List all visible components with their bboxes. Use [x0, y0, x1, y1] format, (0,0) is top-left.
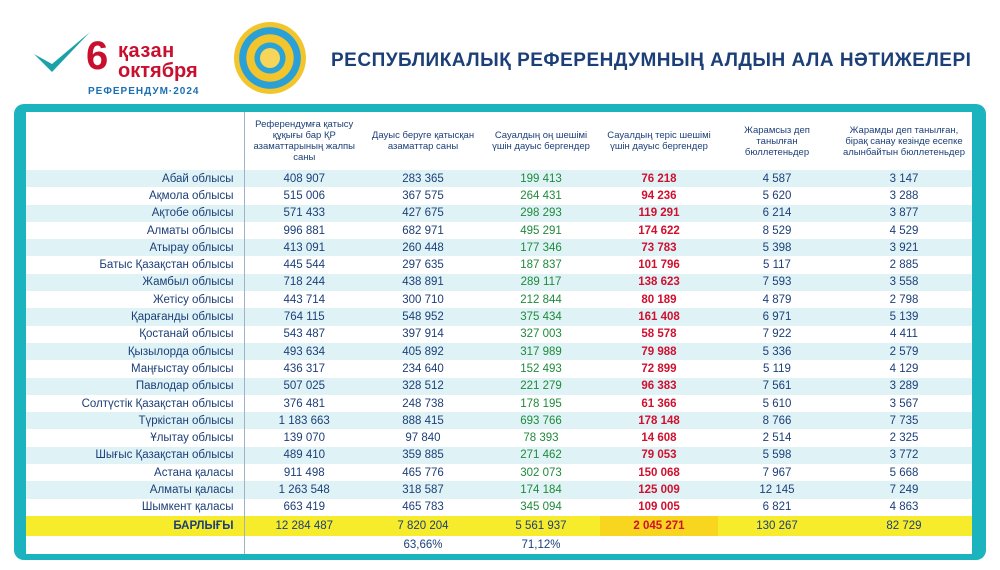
cell-participated: 397 914 — [364, 326, 482, 343]
cell-no: 174 622 — [600, 222, 718, 239]
empty-cell — [600, 536, 718, 554]
cell-invalid: 5 117 — [718, 256, 836, 273]
cell-uncounted: 5 139 — [836, 308, 972, 325]
region-name: Павлодар облысы — [26, 378, 244, 395]
cell-yes: 177 346 — [482, 239, 600, 256]
cell-participated: 283 365 — [364, 170, 482, 187]
cell-no: 79 053 — [600, 447, 718, 464]
cell-no: 101 796 — [600, 256, 718, 273]
cell-uncounted: 3 877 — [836, 205, 972, 222]
header-no: Сауалдың теріс шешімі үшін дауыс бергендер — [607, 130, 711, 152]
cell-no: 138 623 — [600, 274, 718, 291]
cell-eligible: 443 714 — [244, 291, 364, 308]
cell-participated: 888 415 — [364, 412, 482, 429]
region-name: Ұлытау облысы — [26, 429, 244, 446]
table-row — [26, 499, 972, 516]
cell-invalid: 5 119 — [718, 360, 836, 377]
total-row — [26, 516, 972, 536]
cell-eligible: 1 183 663 — [244, 412, 364, 429]
cell-invalid: 6 214 — [718, 205, 836, 222]
results-table — [26, 112, 973, 554]
cell-eligible: 493 634 — [244, 343, 364, 360]
empty-cell — [244, 536, 364, 554]
cell-yes: 187 837 — [482, 256, 600, 273]
cell-participated: 405 892 — [364, 343, 482, 360]
cell-yes: 289 117 — [482, 274, 600, 291]
cell-yes: 199 413 — [482, 170, 600, 187]
state-emblem-icon — [234, 22, 306, 94]
cell-invalid: 5 610 — [718, 395, 836, 412]
cell-eligible: 489 410 — [244, 447, 364, 464]
cell-uncounted: 3 567 — [836, 395, 972, 412]
cell-participated: 260 448 — [364, 239, 482, 256]
cell-uncounted: 7 735 — [836, 412, 972, 429]
header — [0, 0, 1000, 100]
cell-no: 80 189 — [600, 291, 718, 308]
cell-uncounted: 7 249 — [836, 481, 972, 498]
cell-yes: 174 184 — [482, 481, 600, 498]
region-name: Астана қаласы — [26, 464, 244, 481]
table-row — [26, 429, 972, 446]
cell-participated: 97 840 — [364, 429, 482, 446]
table-row — [26, 343, 972, 360]
region-name: Алматы қаласы — [26, 481, 244, 498]
cell-no: 161 408 — [600, 308, 718, 325]
cell-uncounted: 3 921 — [836, 239, 972, 256]
region-name: Алматы облысы — [26, 222, 244, 239]
cell-eligible: 718 244 — [244, 274, 364, 291]
table-row — [26, 412, 972, 429]
cell-no: 79 988 — [600, 343, 718, 360]
cell-eligible: 764 115 — [244, 308, 364, 325]
cell-participated: 438 891 — [364, 274, 482, 291]
region-name: Түркістан облысы — [26, 412, 244, 429]
header-uncounted: Жарамды деп танылған, бірақ санау кезінде есепке алынбайтын бюллетеньдер — [842, 124, 966, 158]
region-name: Атырау облысы — [26, 239, 244, 256]
region-name: Солтүстік Қазақстан облысы — [26, 395, 244, 412]
cell-invalid: 4 587 — [718, 170, 836, 187]
cell-invalid: 5 398 — [718, 239, 836, 256]
cell-uncounted: 3 288 — [836, 187, 972, 204]
header-invalid: Жарамсыз деп танылған бюллетеньдер — [744, 124, 810, 158]
cell-invalid: 4 879 — [718, 291, 836, 308]
cell-participated: 328 512 — [364, 378, 482, 395]
empty-cell — [26, 536, 244, 554]
cell-invalid: 7 561 — [718, 378, 836, 395]
cell-participated: 465 776 — [364, 464, 482, 481]
header-yes: Сауалдың оң шешімі үшін дауыс бергендер — [492, 130, 590, 152]
table-row — [26, 481, 972, 498]
cell-participated: 359 885 — [364, 447, 482, 464]
cell-invalid: 7 593 — [718, 274, 836, 291]
header-region — [26, 112, 244, 170]
region-name: Қарағанды облысы — [26, 308, 244, 325]
percentage-row — [26, 536, 972, 554]
cell-yes: 495 291 — [482, 222, 600, 239]
region-name: Қостанай облысы — [26, 326, 244, 343]
cell-participated: 7 820 204 — [364, 516, 482, 536]
cell-uncounted: 4 129 — [836, 360, 972, 377]
logo-day: 6 — [86, 34, 109, 78]
cell-no: 178 148 — [600, 412, 718, 429]
logo-line1: қазан — [118, 40, 175, 62]
cell-uncounted: 5 668 — [836, 464, 972, 481]
cell-uncounted: 82 729 — [836, 516, 972, 536]
cell-uncounted: 2 325 — [836, 429, 972, 446]
cell-uncounted: 4 863 — [836, 499, 972, 516]
cell-uncounted: 3 558 — [836, 274, 972, 291]
cell-uncounted: 3 289 — [836, 378, 972, 395]
checkmark-icon — [32, 28, 92, 80]
cell-invalid: 7 967 — [718, 464, 836, 481]
region-name: Батыс Қазақстан облысы — [26, 256, 244, 273]
cell-invalid: 5 620 — [718, 187, 836, 204]
cell-yes: 271 462 — [482, 447, 600, 464]
cell-no: 73 783 — [600, 239, 718, 256]
cell-yes: 317 989 — [482, 343, 600, 360]
cell-eligible: 996 881 — [244, 222, 364, 239]
cell-yes: 345 094 — [482, 499, 600, 516]
cell-participated: 682 971 — [364, 222, 482, 239]
header-participated: Дауыс беруге қатысқан азаматтар саны — [371, 130, 475, 152]
cell-eligible: 376 481 — [244, 395, 364, 412]
cell-no: 61 366 — [600, 395, 718, 412]
cell-eligible: 507 025 — [244, 378, 364, 395]
cell-uncounted: 4 411 — [836, 326, 972, 343]
cell-invalid: 8 529 — [718, 222, 836, 239]
table-row — [26, 464, 972, 481]
table-row — [26, 187, 972, 204]
cell-no: 119 291 — [600, 205, 718, 222]
cell-eligible: 515 006 — [244, 187, 364, 204]
cell-eligible: 445 544 — [244, 256, 364, 273]
cell-invalid: 130 267 — [718, 516, 836, 536]
cell-uncounted: 2 579 — [836, 343, 972, 360]
cell-participated: 318 587 — [364, 481, 482, 498]
table-row — [26, 256, 972, 273]
region-name: БАРЛЫҒЫ — [26, 516, 244, 536]
cell-yes: 264 431 — [482, 187, 600, 204]
cell-eligible: 571 433 — [244, 205, 364, 222]
cell-participated: 427 675 — [364, 205, 482, 222]
cell-yes: 152 493 — [482, 360, 600, 377]
header-row — [26, 112, 972, 170]
cell-no: 76 218 — [600, 170, 718, 187]
cell-uncounted: 2 885 — [836, 256, 972, 273]
cell-participated: 234 640 — [364, 360, 482, 377]
cell-yes: 375 434 — [482, 308, 600, 325]
cell-no: 14 608 — [600, 429, 718, 446]
cell-invalid: 6 821 — [718, 499, 836, 516]
cell-no: 72 899 — [600, 360, 718, 377]
cell-invalid: 5 598 — [718, 447, 836, 464]
table-row — [26, 239, 972, 256]
cell-eligible: 436 317 — [244, 360, 364, 377]
table-row — [26, 395, 972, 412]
results-panel — [26, 112, 972, 551]
cell-eligible: 413 091 — [244, 239, 364, 256]
header-eligible: Референдумға қатысу құқығы бар ҚР азаматтарының жалпы саны — [253, 119, 356, 163]
cell-invalid: 2 514 — [718, 429, 836, 446]
cell-participated: 248 738 — [364, 395, 482, 412]
region-name: Жамбыл облысы — [26, 274, 244, 291]
table-row — [26, 274, 972, 291]
referendum-logo — [28, 20, 213, 95]
region-name: Жетісу облысы — [26, 291, 244, 308]
table-row — [26, 205, 972, 222]
cell-eligible: 12 284 487 — [244, 516, 364, 536]
cell-no: 150 068 — [600, 464, 718, 481]
cell-participated: 297 635 — [364, 256, 482, 273]
table-row — [26, 378, 972, 395]
region-name: Қызылорда облысы — [26, 343, 244, 360]
region-name: Маңғыстау облысы — [26, 360, 244, 377]
cell-yes: 212 844 — [482, 291, 600, 308]
cell-yes: 221 279 — [482, 378, 600, 395]
cell-yes: 78 393 — [482, 429, 600, 446]
cell-uncounted: 2 798 — [836, 291, 972, 308]
cell-no: 2 045 271 — [600, 516, 718, 536]
cell-yes: 178 195 — [482, 395, 600, 412]
cell-eligible: 139 070 — [244, 429, 364, 446]
table-row — [26, 447, 972, 464]
cell-invalid: 8 766 — [718, 412, 836, 429]
cell-no: 125 009 — [600, 481, 718, 498]
table-row — [26, 222, 972, 239]
region-name: Абай облысы — [26, 170, 244, 187]
cell-participated: 300 710 — [364, 291, 482, 308]
table-row — [26, 291, 972, 308]
cell-yes: 327 003 — [482, 326, 600, 343]
pct-yes: 71,12% — [482, 536, 600, 554]
cell-participated: 367 575 — [364, 187, 482, 204]
cell-eligible: 911 498 — [244, 464, 364, 481]
cell-invalid: 12 145 — [718, 481, 836, 498]
cell-invalid: 6 971 — [718, 308, 836, 325]
logo-line2: октября — [118, 60, 198, 82]
cell-yes: 5 561 937 — [482, 516, 600, 536]
empty-cell — [718, 536, 836, 554]
cell-uncounted: 3 772 — [836, 447, 972, 464]
cell-no: 94 236 — [600, 187, 718, 204]
cell-no: 96 383 — [600, 378, 718, 395]
table-row — [26, 360, 972, 377]
cell-uncounted: 3 147 — [836, 170, 972, 187]
pct-participated: 63,66% — [364, 536, 482, 554]
table-row — [26, 326, 972, 343]
cell-yes: 693 766 — [482, 412, 600, 429]
region-name: Ақмола облысы — [26, 187, 244, 204]
page-title: РЕСПУБЛИКАЛЫҚ РЕФЕРЕНДУМНЫҢ АЛДЫН АЛА НӘТИЖЕЛЕРІ — [331, 50, 972, 71]
cell-participated: 548 952 — [364, 308, 482, 325]
cell-eligible: 663 419 — [244, 499, 364, 516]
region-name: Ақтобе облысы — [26, 205, 244, 222]
cell-no: 58 578 — [600, 326, 718, 343]
cell-eligible: 1 263 548 — [244, 481, 364, 498]
table-row — [26, 308, 972, 325]
cell-participated: 465 783 — [364, 499, 482, 516]
cell-eligible: 543 487 — [244, 326, 364, 343]
logo-line3: РЕФЕРЕНДУМ·2024 — [88, 86, 200, 97]
region-name: Шымкент қаласы — [26, 499, 244, 516]
table-row — [26, 170, 972, 187]
cell-yes: 302 073 — [482, 464, 600, 481]
cell-yes: 298 293 — [482, 205, 600, 222]
cell-invalid: 5 336 — [718, 343, 836, 360]
region-name: Шығыс Қазақстан облысы — [26, 447, 244, 464]
empty-cell — [836, 536, 972, 554]
cell-eligible: 408 907 — [244, 170, 364, 187]
cell-no: 109 005 — [600, 499, 718, 516]
cell-uncounted: 4 529 — [836, 222, 972, 239]
cell-invalid: 7 922 — [718, 326, 836, 343]
